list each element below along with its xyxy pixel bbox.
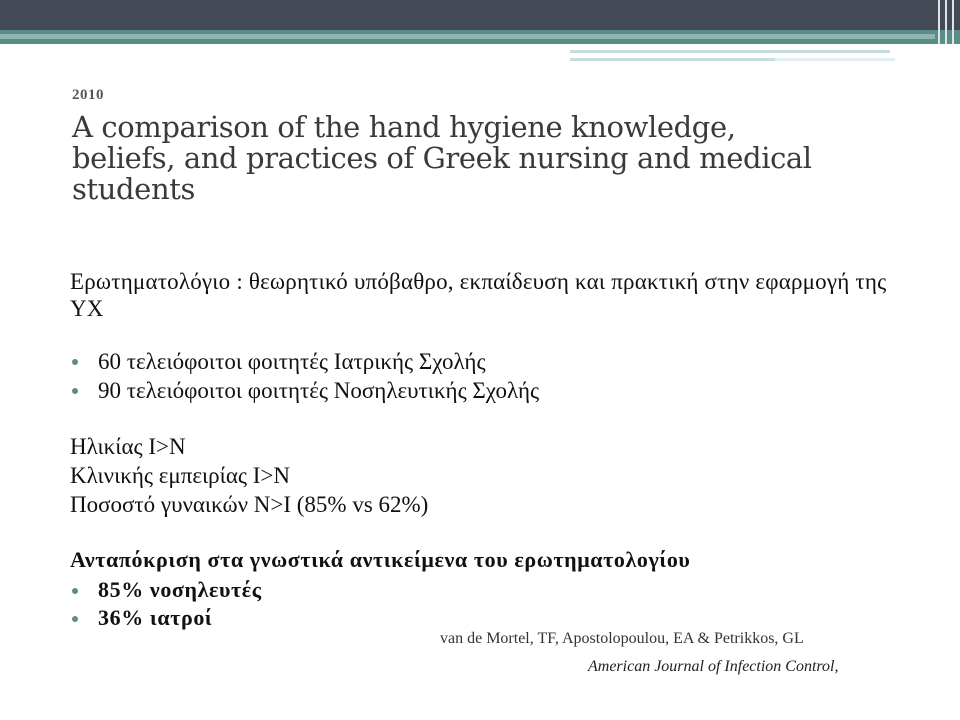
- list-item: [72, 576, 262, 604]
- decorative-line: [570, 50, 890, 53]
- response-heading: Ανταπόκριση στα γνωστικά αντικείμενα του ερωτηματολογίου: [70, 547, 691, 572]
- questionnaire-description: Ερωτηματολόγιο : θεωρητικό υπόβαθρο, εκπαίδευση και πρακτική στην εφαρμογή της ΥΧ: [70, 269, 887, 321]
- list-item: [72, 347, 539, 376]
- decorative-rule: [952, 0, 954, 44]
- bullet-dot: [72, 588, 78, 594]
- decorative-rule: [938, 0, 940, 44]
- list-item-text: 36% ιατροί: [98, 605, 213, 630]
- comparison-stats: [70, 432, 428, 519]
- clinical-experience-comparison: Κλινικής εμπειρίας Ι>Ν: [70, 463, 290, 488]
- list-item: [72, 376, 539, 405]
- bullet-dot: [72, 616, 78, 622]
- bullet-dot: [72, 359, 78, 365]
- female-percentage-comparison: Ποσοστό γυναικών Ν>Ι (85% vs 62%): [70, 492, 429, 517]
- citation-journal: American Journal of Infection Control,: [588, 658, 839, 675]
- response-results-list: [72, 576, 262, 632]
- bullet-dot: [72, 388, 78, 394]
- citation-authors: van de Mortel, TF, Apostolopoulou, EA & Petrikkos, GL: [440, 630, 804, 647]
- age-comparison: Ηλικίας Ι>Ν: [70, 434, 186, 459]
- list-item-text: 90 τελειόφοιτοι φοιτητές Νοσηλευτικής Σχολής: [98, 378, 540, 403]
- decorative-line: [570, 58, 775, 61]
- list-item-text: 60 τελειόφοιτοι φοιτητές Ιατρικής Σχολής: [98, 349, 486, 374]
- decorative-line: [775, 58, 895, 61]
- list-item-text: 85% νοσηλευτές: [98, 577, 262, 602]
- slide-accent-stripe: [0, 34, 935, 39]
- slide-top-bar: [0, 0, 960, 30]
- list-item: [72, 604, 262, 632]
- paper-title: A comparison of the hand hygiene knowledge, beliefs, and practices of Greek nursing and medical students: [72, 110, 812, 206]
- decorative-rule: [945, 0, 947, 44]
- publication-year: 2010: [72, 87, 104, 103]
- participants-list: [72, 347, 539, 405]
